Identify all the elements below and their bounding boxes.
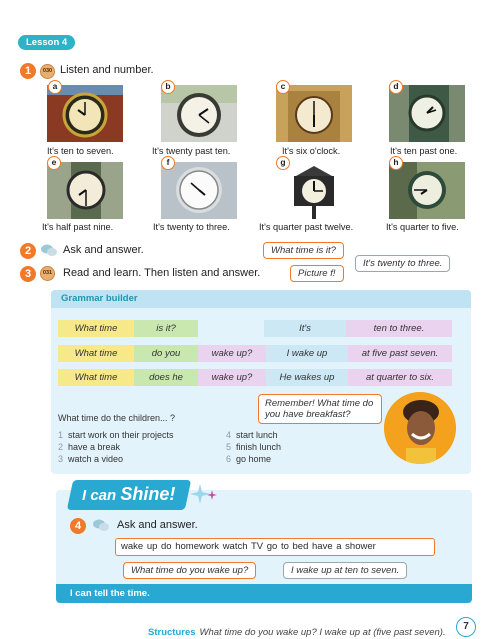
sparkle-icon <box>190 482 218 508</box>
children-question: What time do the children... ? <box>58 413 176 423</box>
clock-photo-e <box>47 162 123 219</box>
grammar-cell: ten to three. <box>346 320 452 337</box>
activity-item: 6 go home <box>226 454 272 464</box>
activity-item: 2 have a break <box>58 442 121 452</box>
page-number: 7 <box>456 617 476 637</box>
clock-letter-b: b <box>161 80 175 94</box>
grammar-cell: What time <box>58 345 134 362</box>
can-do-statement: I can tell the time. <box>56 584 472 603</box>
clock-photo-h <box>389 162 465 219</box>
shine-question-bubble: What time do you wake up? <box>123 562 256 579</box>
activity-item: 5 finish lunch <box>226 442 282 452</box>
activity-item: 3 watch a video <box>58 454 124 464</box>
clock-photo-f <box>161 162 237 219</box>
clock-photo-d <box>389 85 465 142</box>
grammar-builder-title: Grammar builder <box>51 290 471 308</box>
grammar-cell: at quarter to six. <box>348 369 452 386</box>
clock-caption-f: It's twenty to three. <box>153 222 230 232</box>
exercise-2-number: 2 <box>20 243 36 259</box>
exercise-2-title: Ask and answer. <box>63 244 144 256</box>
clock-caption-c: It's six o'clock. <box>282 146 341 156</box>
exercise-3-number: 3 <box>20 266 36 282</box>
activity-item: 4 start lunch <box>226 430 278 440</box>
exercise-3-title: Read and learn. Then listen and answer. <box>63 267 261 279</box>
picture-answer-bubble: Picture f! <box>290 265 344 282</box>
clock-caption-d: It's ten past one. <box>390 146 458 156</box>
audio-icon[interactable]: 030 <box>40 64 55 79</box>
structures-footer: Structures What time do you wake up? I wake up at (five past seven). <box>148 627 446 638</box>
grammar-cell: I wake up <box>266 345 348 362</box>
clock-letter-a: a <box>48 80 62 94</box>
clock-letter-h: h <box>389 156 403 170</box>
grammar-cell: wake up? <box>198 369 266 386</box>
grammar-cell: It's <box>264 320 346 337</box>
shine-title: I can Shine! <box>82 484 176 504</box>
clock-letter-f: f <box>161 156 175 170</box>
grammar-cell: do you <box>134 345 198 362</box>
clock-caption-a: It's ten to seven. <box>47 146 114 156</box>
clock-letter-d: d <box>389 80 403 94</box>
grammar-cell: He wakes up <box>266 369 348 386</box>
clock-photo-b <box>161 85 237 142</box>
lesson-tag: Lesson 4 <box>18 35 75 50</box>
grammar-cell: What time <box>58 320 134 337</box>
clock-caption-e: It's half past nine. <box>42 222 114 232</box>
question-bubble: What time is it? <box>263 242 344 259</box>
exercise-1-title: Listen and number. <box>60 64 154 76</box>
girl-avatar <box>384 392 456 464</box>
exercise-4-title: Ask and answer. <box>117 519 198 531</box>
audio-icon[interactable]: 031 <box>40 266 55 281</box>
clock-photo-c <box>276 85 352 142</box>
clock-photo-a <box>47 85 123 142</box>
clock-caption-g: It's quarter past twelve. <box>259 222 354 232</box>
clock-letter-c: c <box>276 80 290 94</box>
activity-item: 1 start work on their projects <box>58 430 174 440</box>
answer-bubble: It's twenty to three. <box>355 255 450 272</box>
speech-bubbles-icon <box>40 243 58 257</box>
grammar-cell: is it? <box>134 320 198 337</box>
clock-photo-g <box>276 162 352 219</box>
clock-caption-b: It's twenty past ten. <box>152 146 231 156</box>
grammar-cell: at five past seven. <box>348 345 452 362</box>
exercise-1-number: 1 <box>20 63 36 79</box>
exercise-4-number: 4 <box>70 518 86 534</box>
activity-words: wake up do homework watch TV go to bed have a shower <box>115 538 435 556</box>
grammar-cell: wake up? <box>198 345 266 362</box>
grammar-cell: does he <box>134 369 198 386</box>
grammar-cell: What time <box>58 369 134 386</box>
speech-bubbles-icon <box>92 518 110 532</box>
clock-letter-g: g <box>276 156 290 170</box>
clock-letter-e: e <box>47 156 61 170</box>
remember-bubble: Remember! What time do you have breakfast? <box>258 394 382 424</box>
clock-caption-h: It's quarter to five. <box>386 222 459 232</box>
shine-answer-bubble: I wake up at ten to seven. <box>283 562 407 579</box>
